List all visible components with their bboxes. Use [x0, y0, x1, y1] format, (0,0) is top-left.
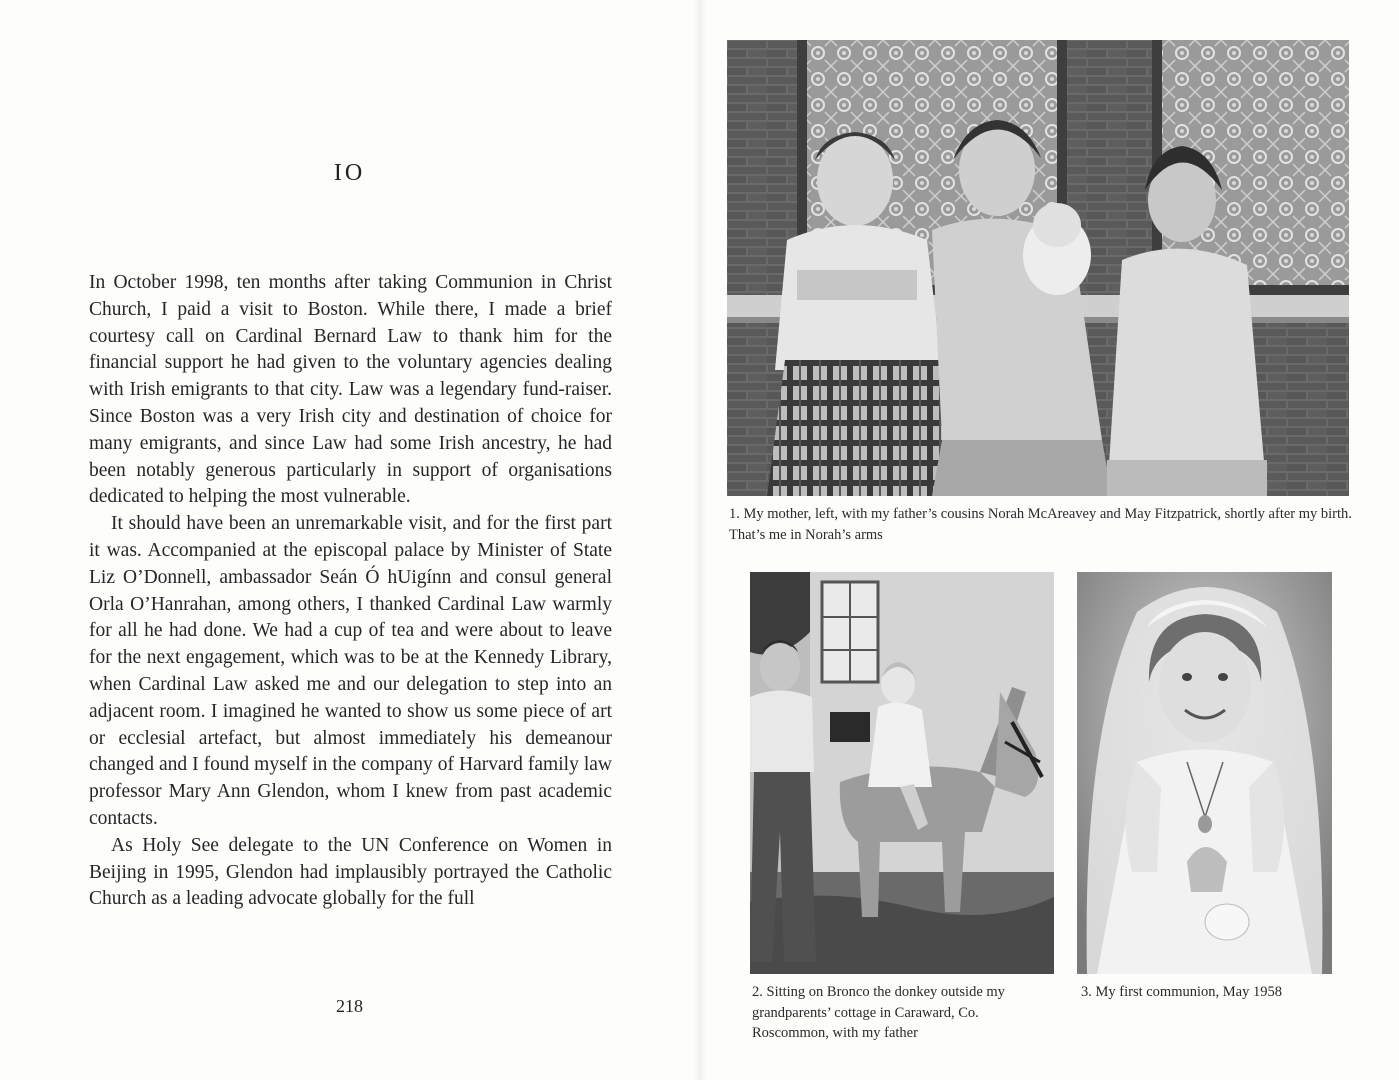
photo-caption-3: 3. My first communion, May 1958	[1081, 984, 1282, 1000]
paragraph-1: In October 1998, ten months after taking Communion in Christ Church, I paid a visit to Boston. While there, I made a brief courtesy call on Cardinal Bernard Law to thank him for the financial support he had given to the voluntary agencies dealing with Irish emigrants to that city. Law was a legendary fund-raiser. Since Boston was a very Irish city and destination of choice for many emigrants, and since Law had some Irish ancestry, he had been notably generous particularly in support of organisations dedicated to helping the most vulnerable.	[89, 272, 612, 508]
page-number: 218	[336, 996, 363, 1016]
paragraph-2: It should have been an unremarkable visit, and for the first part it was. Accompanied at the episcopal palace by Minister of State Liz O’Donnell, ambassador Seán Ó hUigínn and consul general Orla O’Hanrahan, among others, I thanked Cardinal Law warmly for all he had done. We had a cup of tea and were about to leave for the next engagement, which was to be at the Kennedy Library, when Cardinal Law asked me and our delegation to step into an adjacent room. I imagined he wanted to show us some piece of art or ecclesial artefact, but almost immediately his demeanour changed and I found myself in the company of Harvard family law professor Mary Ann Glendon, whom I knew from past academic contacts.	[89, 513, 612, 829]
chapter-number: IO	[333, 160, 366, 186]
right-page	[699, 0, 1399, 1080]
photo-caption-2: 2. Sitting on Bronco the donkey outside my grandparents’ cottage in Caraward, Co. Roscommon, with my father	[752, 984, 1005, 1041]
donkey-cottage-photo	[750, 572, 1054, 974]
book-gutter	[694, 0, 706, 1080]
first-communion-photo	[1077, 572, 1332, 974]
body-text	[89, 270, 612, 913]
paragraph-3: As Holy See delegate to the UN Conference on Women in Beijing in 1995, Glendon had implausibly portrayed the Catholic Church as a leading advocate globally for the full	[89, 834, 612, 910]
left-page	[0, 0, 699, 1080]
photo-caption-1: 1. My mother, left, with my father’s cousins Norah McAreavey and May Fitzpatrick, shortly after my birth. That’s me in Norah’s arms	[729, 506, 1352, 543]
family-group-photo	[727, 40, 1349, 496]
